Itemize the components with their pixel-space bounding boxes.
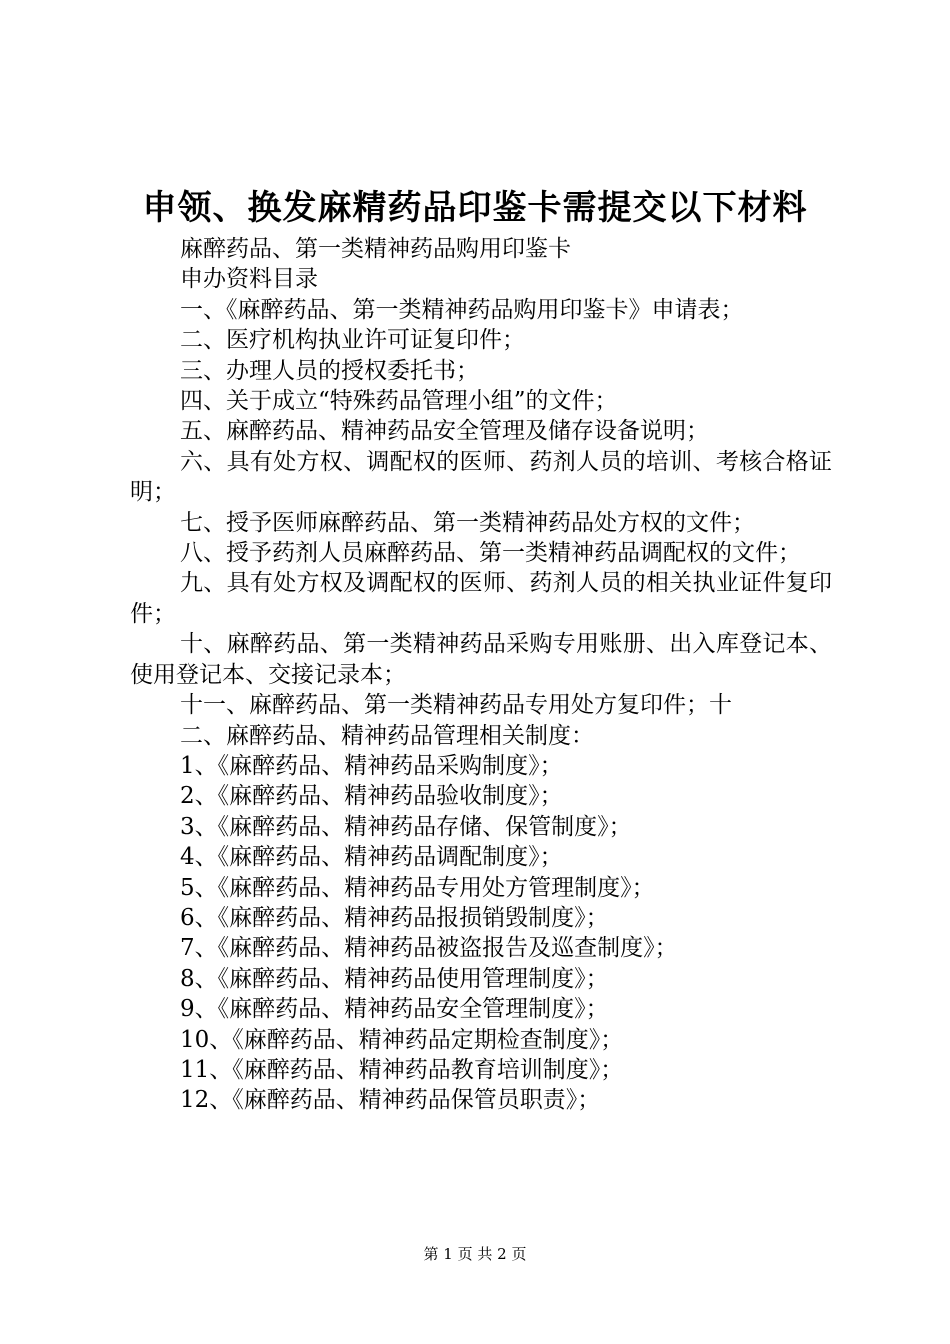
document-title: 申领、换发麻精药品印鉴卡需提交以下材料 (142, 188, 808, 228)
list-item: 3、《麻醉药品、精神药品存储、保管制度》； (180, 813, 632, 840)
paragraph: 六、具有处方权、调配权的医师、药剂人员的培训、考核合格证明； (130, 448, 832, 506)
paragraph: 五、麻醉药品、精神药品安全管理及储存设备说明； (180, 418, 709, 445)
list-item: 12、《麻醉药品、精神药品保管员职责》； (180, 1087, 601, 1114)
document-body (130, 234, 832, 1116)
paragraph: 十一、麻醉药品、第一类精神药品专用处方复印件；十 (180, 692, 732, 719)
paragraph: 一、《麻醉药品、第一类精神药品购用印鉴卡》申请表； (180, 296, 744, 323)
paragraph: 二、麻醉药品、精神药品管理相关制度： (180, 722, 594, 749)
paragraph: 四、关于成立“特殊药品管理小组”的文件； (180, 388, 618, 415)
list-item: 9、《麻醉药品、精神药品安全管理制度》； (180, 996, 609, 1023)
paragraph: 三、办理人员的授权委托书； (180, 357, 479, 384)
list-item: 6、《麻醉药品、精神药品报损销毁制度》； (180, 904, 609, 931)
list-item: 2、《麻醉药品、精神药品验收制度》； (180, 783, 563, 810)
paragraph: 八、授予药剂人员麻醉药品、第一类精神药品调配权的文件； (180, 540, 801, 567)
paragraph: 申办资料目录 (180, 266, 318, 293)
list-item: 4、《麻醉药品、精神药品调配制度》； (180, 844, 563, 871)
paragraph: 十、麻醉药品、第一类精神药品采购专用账册、出入库登记本、使用登记本、交接记录本； (130, 631, 832, 688)
page-number-footer: 第 1 页 共 2 页 (423, 1245, 527, 1263)
list-item: 1、《麻醉药品、精神药品采购制度》； (180, 752, 563, 779)
list-item: 5、《麻醉药品、精神药品专用处方管理制度》； (180, 874, 655, 901)
list-item: 11、《麻醉药品、精神药品教育培训制度》； (180, 1056, 624, 1083)
paragraph: 九、具有处方权及调配权的医师、药剂人员的相关执业证件复印件； (130, 570, 832, 627)
list-item: 8、《麻醉药品、精神药品使用管理制度》； (180, 965, 609, 992)
paragraph: 二、医疗机构执业许可证复印件； (180, 327, 525, 354)
paragraph: 麻醉药品、第一类精神药品购用印鉴卡 (180, 236, 571, 262)
paragraph: 七、授予医师麻醉药品、第一类精神药品处方权的文件； (180, 509, 755, 536)
list-item: 10、《麻醉药品、精神药品定期检查制度》； (180, 1026, 624, 1053)
list-item: 7、《麻醉药品、精神药品被盗报告及巡查制度》； (180, 935, 678, 962)
